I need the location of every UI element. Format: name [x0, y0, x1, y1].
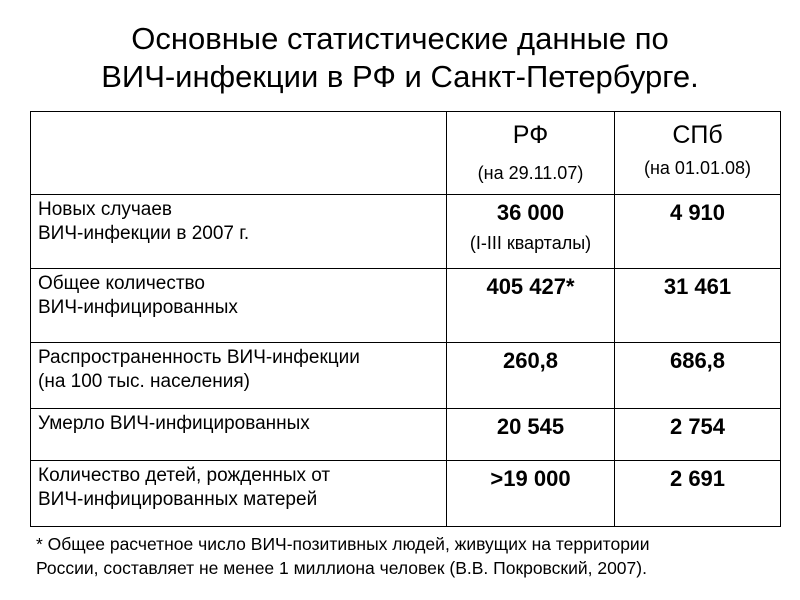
rf-value: 20 545	[496, 414, 565, 439]
rf-value: 260,8	[502, 348, 559, 373]
row-label	[31, 195, 447, 269]
row-label-line: Новых случаев	[38, 199, 173, 220]
rf-value-cell	[447, 343, 615, 409]
header-rf-name: РФ	[512, 121, 549, 149]
rf-value-cell	[447, 195, 615, 269]
spb-value-cell	[615, 195, 781, 269]
spb-value-cell	[615, 409, 781, 461]
row-label-line: Распространенность ВИЧ-инфекции	[38, 347, 360, 368]
rf-value-cell	[447, 461, 615, 527]
spb-value-cell	[615, 461, 781, 527]
footnote-line-2: России, составляет не менее 1 миллиона человек (В.В. Покровский, 2007).	[36, 558, 647, 578]
table-row	[31, 269, 781, 343]
rf-value: 36 000	[496, 200, 565, 225]
table-row	[31, 195, 781, 269]
rf-value-cell	[447, 409, 615, 461]
page-title	[0, 20, 800, 96]
row-label-line: ВИЧ-инфицированных матерей	[38, 489, 318, 510]
spb-value: 2 754	[669, 414, 726, 439]
header-empty-cell	[31, 112, 447, 195]
spb-value: 31 461	[663, 274, 732, 299]
row-label-line: ВИЧ-инфекции в 2007 г.	[38, 223, 250, 244]
rf-value: 405 427*	[486, 274, 575, 299]
table-header-row	[31, 112, 781, 195]
title-line-1: Основные статистические данные по	[131, 21, 669, 56]
spb-value: 2 691	[669, 466, 726, 491]
table-row	[31, 343, 781, 409]
footnote	[36, 532, 786, 580]
row-label-line: ВИЧ-инфицированных	[38, 297, 238, 318]
statistics-table	[30, 111, 781, 527]
row-label-line: Общее количество	[38, 273, 205, 294]
rf-value: >19 000	[490, 466, 571, 491]
rf-value-cell	[447, 269, 615, 343]
row-label-line: Умерло ВИЧ-инфицированных	[38, 413, 310, 434]
row-label	[31, 343, 447, 409]
row-label	[31, 409, 447, 461]
table-row	[31, 409, 781, 461]
row-label-line: (на 100 тыс. населения)	[38, 371, 250, 392]
footnote-line-1: * Общее расчетное число ВИЧ-позитивных людей, живущих на территории	[36, 534, 650, 554]
header-rf-date: (на 29.11.07)	[477, 163, 584, 183]
header-rf	[447, 112, 615, 195]
row-label-line: Количество детей, рожденных от	[38, 465, 331, 486]
header-spb-date: (на 01.01.08)	[643, 158, 751, 178]
spb-value: 4 910	[669, 200, 726, 225]
spb-value-cell	[615, 269, 781, 343]
spb-value-cell	[615, 343, 781, 409]
row-label	[31, 461, 447, 527]
spb-value: 686,8	[669, 348, 726, 373]
header-spb-name: СПб	[672, 121, 723, 149]
header-spb	[615, 112, 781, 195]
row-label	[31, 269, 447, 343]
table-row	[31, 461, 781, 527]
title-line-2: ВИЧ-инфекции в РФ и Санкт-Петербурге.	[101, 59, 699, 94]
rf-value-note: (I-III кварталы)	[469, 233, 592, 253]
